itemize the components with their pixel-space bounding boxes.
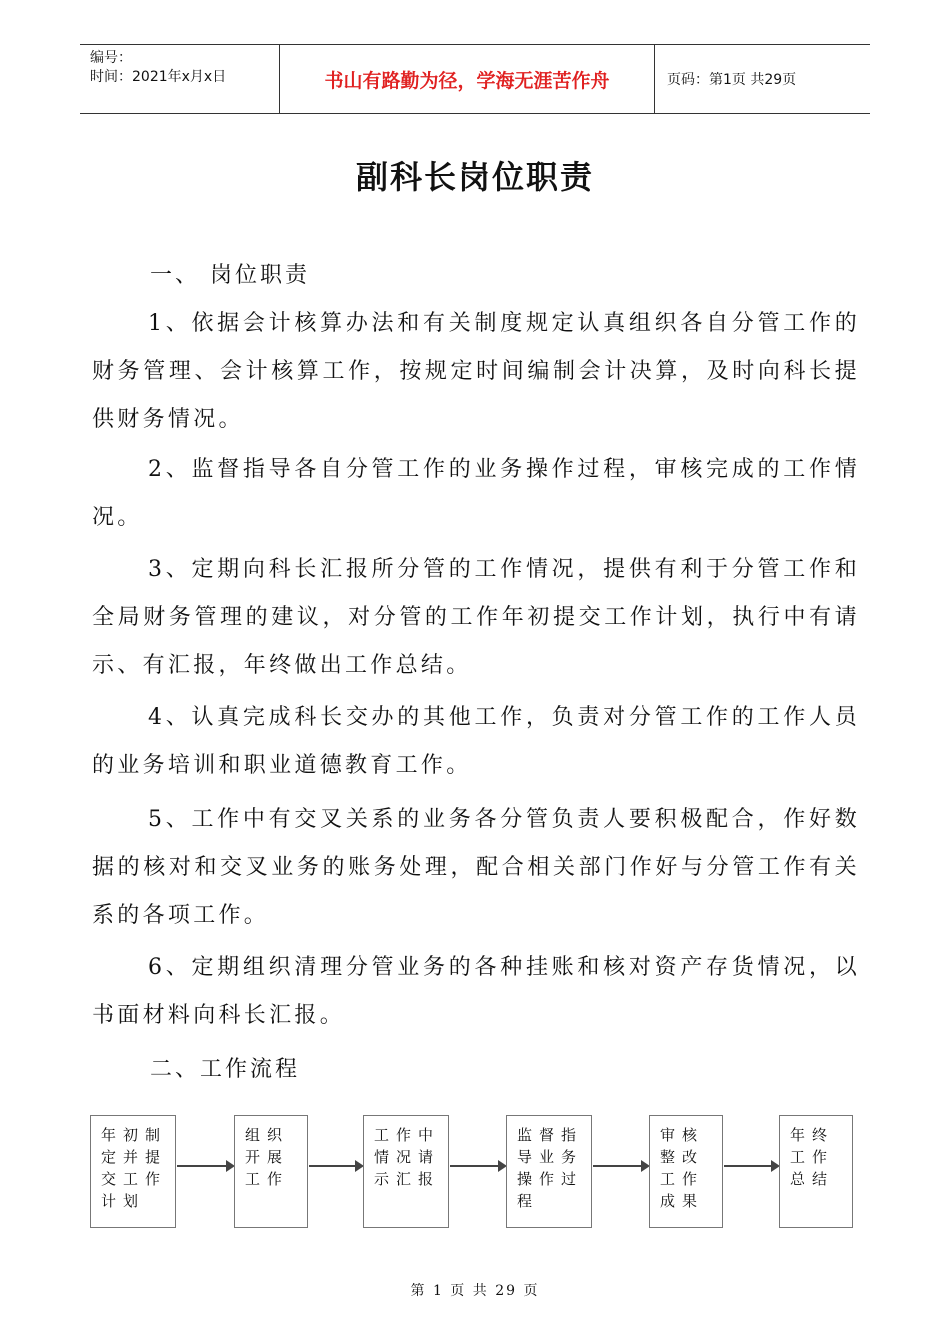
duty-paragraph-2: 2、监督指导各自分管工作的业务操作过程，审核完成的工作情况。 [92, 457, 860, 530]
flow-step-report: 工作中情况请示汇报 [363, 1115, 449, 1228]
flow-step-summary: 年终工作总结 [779, 1115, 853, 1228]
flow-step-supervise: 监督指导业务操作过程 [506, 1115, 592, 1228]
flow-arrow [724, 1165, 778, 1167]
section-heading-workflow: 二、工作流程 [150, 1057, 301, 1082]
page-footer: 第 1 页 共 29 页 [410, 1283, 540, 1299]
flow-arrow [450, 1165, 505, 1167]
flow-arrow [593, 1165, 648, 1167]
page-info: 页码：第1页 共29页 [667, 72, 797, 88]
duty-paragraph-4: 4、认真完成科长交办的其他工作，负责对分管工作的工作人员的业务培训和职业道德教育工作。 [92, 705, 860, 778]
number-label: 编号： [90, 50, 132, 66]
flow-arrow [177, 1165, 233, 1167]
flow-step-review: 审核整改工作成果 [649, 1115, 723, 1228]
time-label: 时间：2021年x月x日 [90, 69, 227, 85]
page-title: 副科长岗位职责 [355, 158, 594, 196]
header-meta [80, 45, 280, 113]
flow-arrow [309, 1165, 362, 1167]
duty-paragraph-6: 6、定期组织清理分管业务的各种挂账和核对资产存货情况，以书面材料向科长汇报。 [92, 955, 860, 1028]
flow-step-plan: 年初制定并提交工作计划 [90, 1115, 176, 1228]
motto: 书山有路勤为径，学海无涯苦作舟 [280, 45, 655, 113]
duty-paragraph-5: 5、工作中有交叉关系的业务各分管负责人要积极配合，作好数据的核对和交叉业务的账务处理，配合相关部门作好与分管工作有关系的各项工作。 [92, 807, 860, 928]
duty-paragraph-1: 1、依据会计核算办法和有关制度规定认真组织各自分管工作的财务管理、会计核算工作，按规定时间编制会计决算，及时向科长提供财务情况。 [92, 311, 860, 432]
flow-step-organize: 组织开展工作 [234, 1115, 308, 1228]
header-table [80, 44, 870, 114]
section-heading-duties: 一、 岗位职责 [150, 263, 310, 288]
duty-paragraph-3: 3、定期向科长汇报所分管的工作情况，提供有利于分管工作和全局财务管理的建议，对分管的工作年初提交工作计划，执行中有请示、有汇报，年终做出工作总结。 [92, 557, 860, 678]
